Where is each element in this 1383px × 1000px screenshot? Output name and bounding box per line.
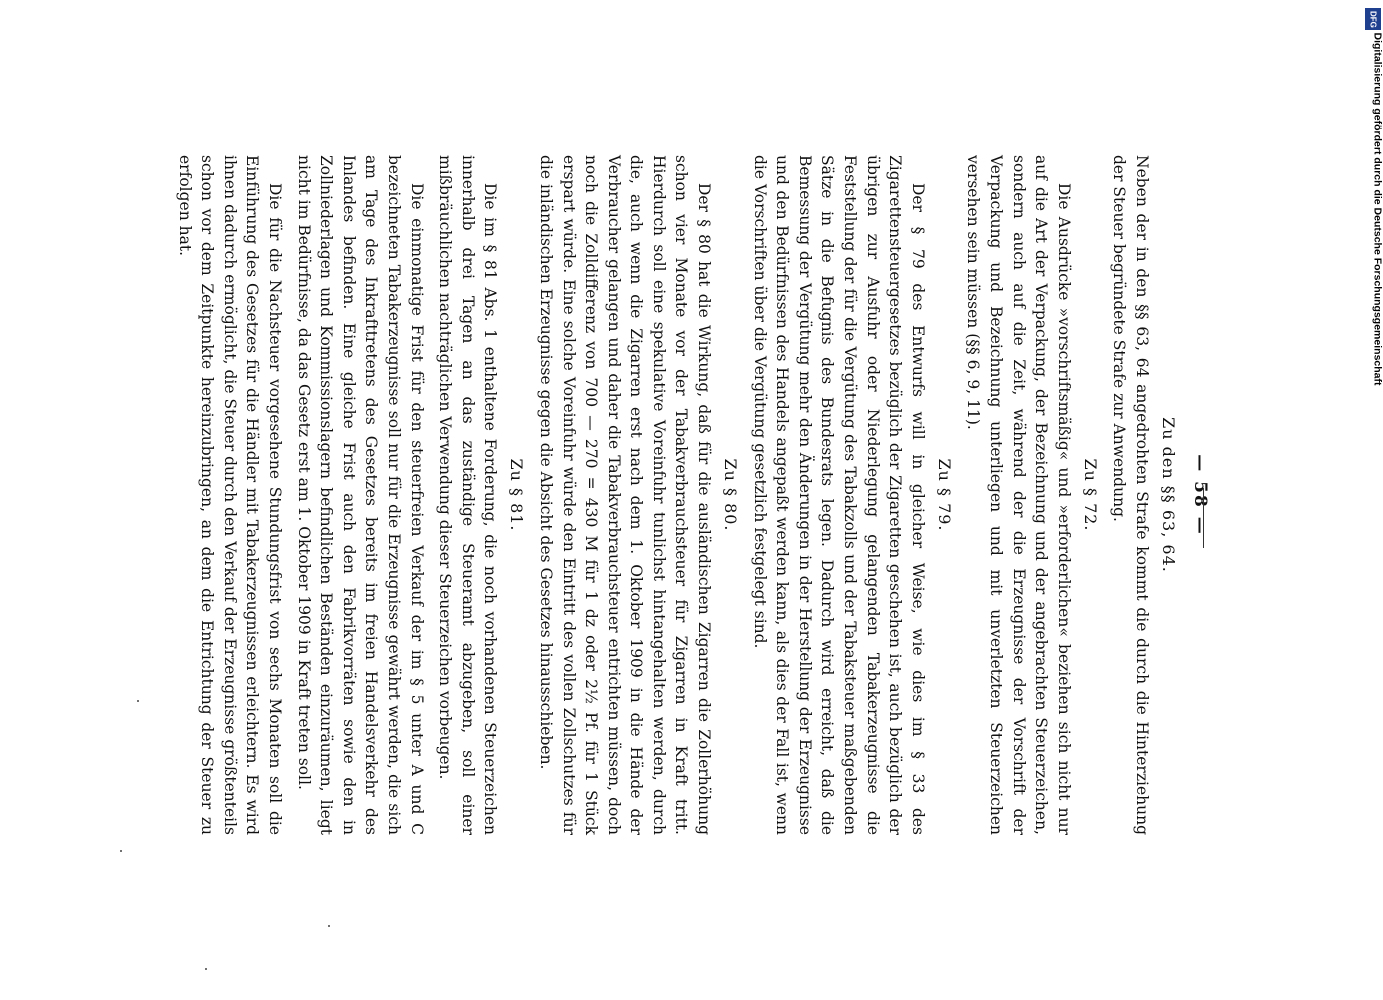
scan-speck bbox=[120, 850, 122, 852]
section-paragraph: Der § 79 des Entwurfs will in gleicher Weise, wie dies im § 33 des Zigarettensteuergesetzes bezüglich der Zigaretten geschehen ist, auch bezüglich der übrigen zur Ausfuhr oder Niederlegung gelangenden Tabakerzeugnisse die Feststellung der für die Vergütung des Tabakzolls und der Tabaksteuer maßgebenden Sätze in die Befugnis des Bundesrats legen. Dadurch wird erreicht, daß die Bemessung der Vergütung mehr den Änderungen in der Herstellung der Erzeugnisse und den Bedürfnissen des Handels angepaßt werden kann, als dies der Fall ist, wenn die Vorschriften über die Vergütung gesetzlich festgelegt sind. bbox=[750, 155, 927, 835]
section-paragraph: Die für die Nachsteuer vorgesehene Stundungsfrist von sechs Monaten soll die Einführung des Gesetzes für die Händler mit Tabakerzeugnissen erleichtern. Es wird ihnen dadurch ermöglicht, die Steuer durch den Verkauf der Erzeugnisse größtenteils schon vor dem Zeitpunkte hereinzubringen, an dem die Entrichtung der Steuer zu erfolgen hat. bbox=[175, 155, 284, 835]
document-page bbox=[120, 115, 1220, 875]
section-paragraph: Die einmonatige Frist für den steuerfreien Verkauf der im § 5 unter A und C bezeichneten Tabakerzeugnisse soll nur für die Erzeugnisse gewährt werden, die sich am Tage des Inkrafttretens des Gesetzes bereits im freien Handelsverkehr des Inlandes befinden. Eine gleiche Frist auch den Fabrikvorräten sowie den in Zollniederlagen und Kommissionslagern befindlichen Beständen einzuräumen, liegt nicht im Bedürfnisse, da das Gesetz erst am 1. Oktober 1909 in Kraft treten soll. bbox=[294, 155, 426, 835]
digitization-credit: Digitalisierung gefördert durch die Deutsche Forschungsgemeinschaft bbox=[1371, 32, 1383, 386]
text-column bbox=[120, 115, 1220, 875]
scan-speck bbox=[137, 700, 139, 702]
scan-speck bbox=[328, 925, 330, 927]
section-paragraph: Die Ausdrücke »vorschriftsmäßig« und »erforderlichen« beziehen sich nicht nur auf die Art der Verpackung, der Bezeichnung und der angebrachten Steuerzeichen, sondern auch auf die Zeit, während der die Erzeugnisse der Vorschrift der Verpackung und Bezeichnung unterliegen und mit unverletzten Steuerzeichen versehen sein müssen (§§ 6, 9, 11). bbox=[964, 155, 1073, 835]
section-heading-81: Zu § 81. bbox=[507, 458, 527, 532]
page-number: — 58 — bbox=[1190, 454, 1210, 536]
section-paragraph: Der § 80 hat die Wirkung, daß für die ausländischen Zigarren die Zollerhöhung schon vier Monate vor der Tabakverbrauchsteuer für Zigarren in Kraft tritt. Hierdurch soll eine spekulative Voreinfuhr tunlichst hintangehalten werden, durch die, auch wenn die Zigarren erst nach dem 1. Oktober 1909 in die Hände der Verbraucher gelangen und daher die Tabakverbrauchsteuer entrichten müssen, doch noch die Zolldifferenz von 700 — 270 = 430 M für 1 dz oder 2½ Pf. für 1 Stück erspart würde. Eine solche Voreinfuhr würde den Eintritt des vollen Zollschutzes für die inländischen Erzeugnisse gegen die Absicht des Gesetzes hinausschieben. bbox=[536, 155, 714, 835]
section-paragraph: Die im § 81 Abs. 1 enthaltene Forderung, die noch vorhandenen Steuerzeichen innerhalb drei Tagen an das zuständige Steueramt abzugeben, soll einer mißbräuchlichen nachträglichen Verwendung dieser Steuerzeichen vorbeugen. bbox=[436, 155, 500, 835]
divider-rule bbox=[1203, 488, 1204, 548]
section-heading-79: Zu § 79. bbox=[934, 458, 954, 532]
dfg-logo: DFG bbox=[1365, 8, 1381, 30]
section-paragraph: Neben der in den §§ 63, 64 angedrohten Strafe kommt die durch die Hinterziehung der Steuer begründete Strafe zur Anwendung. bbox=[1110, 155, 1151, 835]
scan-speck bbox=[205, 968, 207, 970]
section-heading-63-64: Zu den §§ 63, 64. bbox=[1159, 417, 1178, 573]
section-heading-72: Zu § 72. bbox=[1080, 458, 1100, 532]
section-heading-80: Zu § 80. bbox=[721, 458, 741, 532]
